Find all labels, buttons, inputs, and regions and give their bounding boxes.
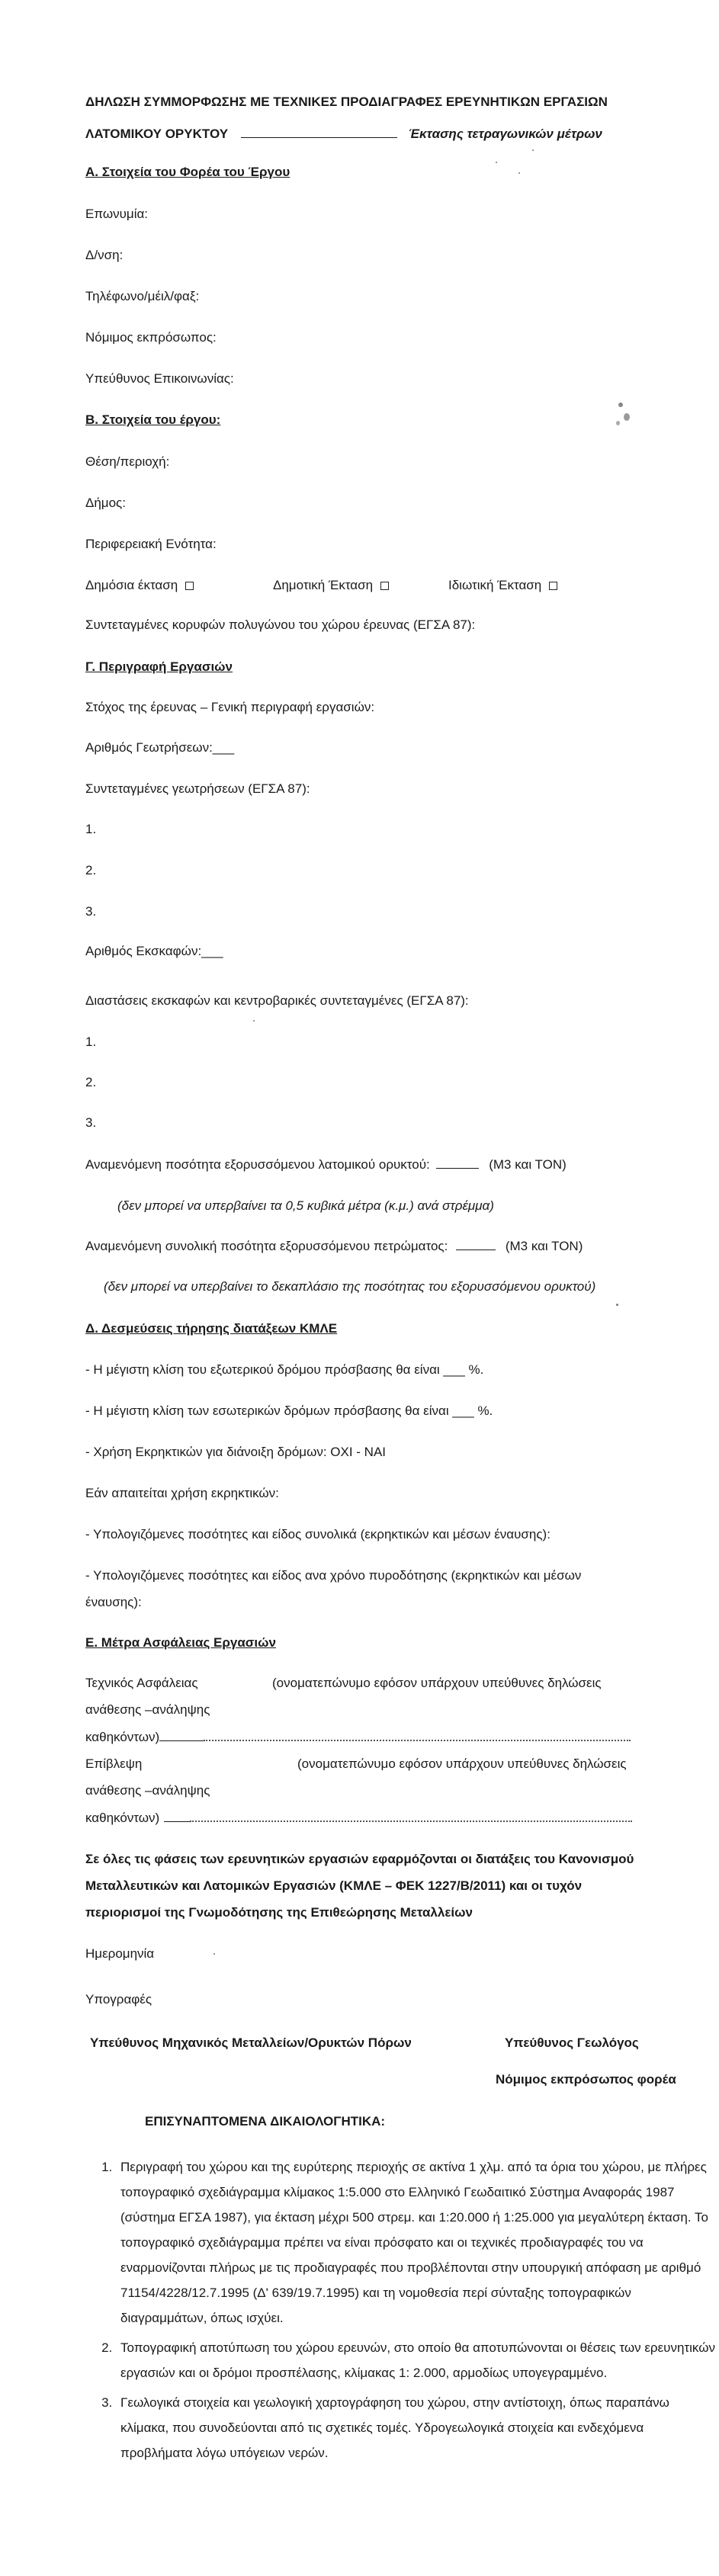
date-label: Ημερομηνία: [85, 1946, 155, 1961]
mineral-quantity-blank: [436, 1157, 479, 1169]
section-c-heading: Γ. Περιγραφή Εργασιών: [85, 659, 233, 674]
supervision-duties-blank: [164, 1811, 190, 1822]
section-d-heading: Δ. Δεσμεύσεις τήρησης διατάξεων ΚΜΛΕ: [85, 1321, 338, 1336]
signatures-label: Υπογραφές: [85, 1992, 152, 2007]
scan-speck: [532, 149, 534, 151]
annual-explosives-quantity: - Υπολογιζόμενες ποσότητες και είδος ανα χρόνο πυροδότησης (εκρηκτικών και μέσων: [85, 1568, 582, 1583]
safety-technician-note: (ονοματεπώνυμο εφόσον υπάρχουν υπεύθυνες δηλώσεις: [272, 1676, 602, 1690]
internal-road-slope: - Η μέγιστη κλίση των εσωτερικών δρόμων πρόσβασης θα είναι ___ %.: [85, 1403, 493, 1418]
attachment-item-2: 2. Τοπογραφική αποτύπωση του χώρου ερευνών, στο οποίο θα αποτυπώνονται οι θέσεις των ερευνητικών εργασιών και οι δρόμοι προσπέλασης, κλίμακας 1: 2.000, αρμοδίως υπογεγραμμένο.: [116, 2335, 718, 2385]
field-municipality: Δήμος:: [85, 496, 126, 510]
geologist-signature: Υπεύθυνος Γεωλόγος: [505, 2035, 639, 2050]
mining-engineer-signature: Υπεύθυνος Μηχανικός Μεταλλείων/Ορυκτών Πόρων: [90, 2035, 412, 2050]
rock-quantity-note: (δεν μπορεί να υπερβαίνει το δεκαπλάσιο της ποσότητας του εξορυσσόμενου ορυκτού): [104, 1279, 596, 1294]
field-regional-unit: Περιφερειακή Ενότητα:: [85, 537, 217, 551]
drillings-count-label: Αριθμός Γεωτρήσεων:___: [85, 740, 235, 755]
excavations-dims-label: Διαστάσεις εκσκαφών και κεντροβαρικές συντεταγμένες (ΕΓΣΑ 87):: [85, 993, 469, 1008]
checkbox-private[interactable]: [549, 582, 557, 590]
scan-speck: [616, 421, 620, 425]
scan-speck: [253, 1020, 255, 1022]
checkbox-municipal[interactable]: [380, 582, 389, 590]
area-blank: [241, 127, 397, 138]
excavation-item-3: 3.: [85, 1115, 97, 1130]
supervision-note: (ονοματεπώνυμο εφόσον υπάρχουν υπεύθυνες δηλώσεις: [297, 1756, 627, 1771]
section-a-heading: Α. Στοιχεία του Φορέα του Έργου: [85, 165, 290, 179]
drillings-coords-label: Συντεταγμένες γεωτρήσεων (ΕΓΣΑ 87):: [85, 781, 310, 796]
attachment-item-3: 3. Γεωλογικά στοιχεία και γεωλογική χαρτογράφηση του χώρου, στην αντίστοιχη, όπως παραπάνω κλίμακα, που συνοδεύονται από τις σχετικές τομές. Υδρογεωλογικά στοιχεία και ενδεχόμενα προβλήματα λόγω υπόγειων νερών.: [116, 2390, 718, 2465]
scan-speck: [624, 413, 630, 421]
area-type-public: Δημόσια έκταση: [85, 578, 194, 593]
safety-technician-label: Τεχνικός Ασφάλειας: [85, 1676, 198, 1690]
document-title: ΔΗΛΩΣΗ ΣΥΜΜΟΡΦΩΣΗΣ ΜΕ ΤΕΧΝΙΚΕΣ ΠΡΟΔΙΑΓΡΑΦΕΣ ΕΡΕΥΝΗΤΙΚΩΝ ΕΡΓΑΣΙΩΝ: [85, 95, 608, 109]
supervision-label: Επίβλεψη: [85, 1756, 143, 1771]
checkbox-public[interactable]: [185, 582, 194, 590]
document-subtitle: ΛΑΤΟΜΙΚΟΥ ΟΡΥΚΤΟΥ Έκτασης τετραγωνικών μέτρων: [85, 127, 602, 141]
polygon-coordinates-label: Συντεταγμένες κορυφών πολυγώνου του χώρου έρευνας (ΕΓΣΑ 87):: [85, 618, 476, 632]
legal-rep-signature: Νόμιμος εκπρόσωπος φορέα: [496, 2072, 676, 2087]
field-name: Επωνυμία:: [85, 207, 149, 221]
section-e-heading: Ε. Μέτρα Ασφάλειας Εργασιών: [85, 1635, 276, 1650]
field-contact-person: Υπεύθυνος Επικοινωνίας:: [85, 371, 234, 386]
field-location: Θέση/περιοχή:: [85, 454, 170, 469]
attachments-list: [91, 2154, 718, 2470]
supervision-duties-dots: [190, 1810, 632, 1822]
field-legal-representative: Νόμιμος εκπρόσωπος:: [85, 330, 217, 345]
rock-quantity-blank: [456, 1239, 496, 1250]
section-b-heading: Β. Στοιχεία του έργου:: [85, 412, 221, 427]
compliance-line-1: Σε όλες τις φάσεις των ερευνητικών εργασιών εφαρμόζονται οι διατάξεις του Κανονισμού: [85, 1852, 634, 1866]
supervision-acceptance-label: ανάθεσης –ανάληψης: [85, 1783, 210, 1798]
area-type-municipal: Δημοτική Έκταση: [273, 578, 389, 593]
scan-speck: [616, 1304, 618, 1306]
field-address: Δ/νση:: [85, 248, 124, 262]
scan-speck: [618, 403, 623, 407]
explosives-use: - Χρήση Εκρηκτικών για διάνοιξη δρόμων: ΟΧΙ - ΝΑΙ: [85, 1445, 387, 1459]
scan-speck: [213, 1953, 215, 1955]
field-phone-email-fax: Τηλέφωνο/μέιλ/φαξ:: [85, 289, 200, 303]
rock-quantity-row: Αναμενόμενη συνολική ποσότητα εξορυσσόμενου πετρώματος: (Μ3 και ΤΟΝ): [85, 1239, 583, 1253]
safety-duties-blank: [159, 1730, 204, 1741]
if-explosives-label: Εάν απαιτείται χρήση εκρηκτικών:: [85, 1486, 279, 1500]
drilling-item-2: 2.: [85, 863, 97, 877]
external-road-slope: - Η μέγιστη κλίση του εξωτερικού δρόμου πρόσβασης θα είναι ___ %.: [85, 1362, 484, 1377]
excavation-item-2: 2.: [85, 1075, 97, 1089]
area-type-private: Ιδιωτική Έκταση: [448, 578, 557, 593]
scan-speck: [518, 172, 520, 174]
drilling-item-3: 3.: [85, 904, 97, 919]
safety-duties-row: καθηκόντων): [85, 1729, 631, 1745]
mineral-quantity-row: Αναμενόμενη ποσότητα εξορυσσόμενου λατομικού ορυκτού: (Μ3 και ΤΟΝ): [85, 1157, 567, 1172]
excavations-count-label: Αριθμός Εκσκαφών:___: [85, 944, 223, 958]
area-label: Έκτασης τετραγωνικών μέτρων: [408, 127, 602, 141]
research-goal-label: Στόχος της έρευνας – Γενική περιγραφή εργασιών:: [85, 700, 375, 714]
mineral-quantity-note: (δεν μπορεί να υπερβαίνει τα 0,5 κυβικά μέτρα (κ.μ.) ανά στρέμμα): [117, 1198, 494, 1213]
compliance-line-3: περιορισμοί της Γνωμοδότησης της Επιθεώρησης Μεταλλείων: [85, 1905, 473, 1920]
attachments-heading: ΕΠΙΣΥΝΑΠΤΟΜΕΝΑ ΔΙΚΑΙΟΛΟΓΗΤΙΚΑ:: [145, 2114, 386, 2128]
excavation-item-1: 1.: [85, 1035, 97, 1049]
annual-explosives-quantity-cont: έναυσης):: [85, 1595, 142, 1609]
drilling-item-1: 1.: [85, 822, 97, 836]
safety-duties-dots: [204, 1729, 631, 1741]
safety-acceptance-label: ανάθεσης –ανάληψης: [85, 1702, 210, 1717]
scan-speck: [496, 162, 497, 163]
supervision-duties-row: καθηκόντων): [85, 1810, 632, 1826]
attachment-item-1: 1. Περιγραφή του χώρου και της ευρύτερης περιοχής σε ακτίνα 1 χλμ. από τα όρια του χώρου, με πλήρες τοπογραφικό σχεδιάγραμμα κλίμακος 1:5.000 στο Ελληνικό Γεωδαιτικό Σύστημα Αναφοράς 1987 (σύστημα ΕΓΣΑ 1987), για έκταση μέχρι 500 στρεμ. και 1:20.000 ή 1:25.000 για μεγαλύτερη έκταση. Το τοπογραφικό σχεδιάγραμμα πρέπει να είναι πρόσφατο και οι τεχνικές προδιαγραφές του να εναρμονίζονται πλήρως με τις προδιαγραφές που προβλέπονται στην υπουργική απόφαση με αριθμό 71154/4228/12.7.1995 (Δ' 639/19.7.1995) και τη νομοθεσία περί σύνταξης τοπογραφικών διαγραμμάτων, όπως ισχύει.: [116, 2154, 718, 2331]
compliance-line-2: Μεταλλευτικών και Λατομικών Εργασιών (ΚΜΛΕ – ΦΕΚ 1227/Β/2011) και οι τυχόν: [85, 1878, 583, 1893]
total-explosives-quantity: - Υπολογιζόμενες ποσότητες και είδος συνολικά (εκρηκτικών και μέσων έναυσης):: [85, 1527, 550, 1541]
